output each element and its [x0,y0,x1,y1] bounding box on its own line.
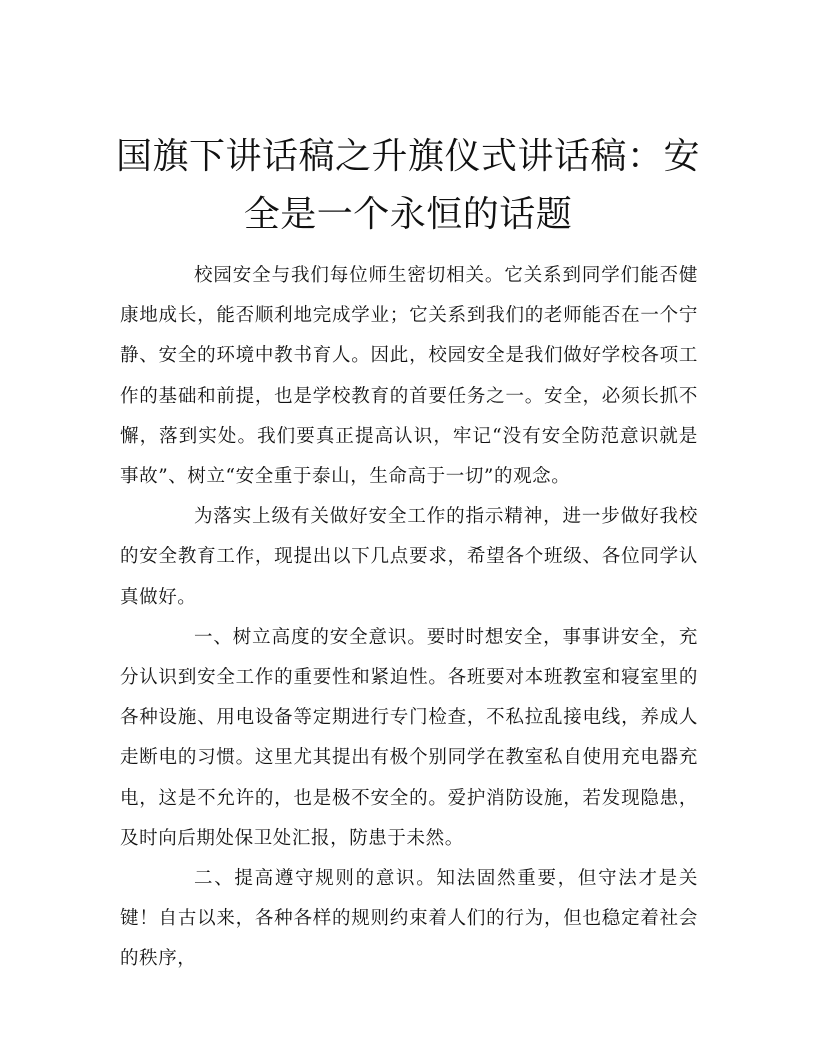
document-title: 国旗下讲话稿之升旗仪式讲话稿：安全是一个永恒的话题 [115,136,700,236]
document-body [120,256,698,1036]
paragraph-3: 一、树立高度的安全意识。要时时想安全，事事讲安全，充分认识到安全工作的重要性和紧迫性。各班要对本班教室和寝室里的各种设施、用电设备等定期进行专门检查，不私拉乱接电线，养成人走断电的习惯。这里尤其提出有极个别同学在教室私自使用充电器充电，这是不允许的，也是极不安全的。爱护消防设施，若发现隐患，及时向后期处保卫处汇报，防患于未然。 [120,626,698,849]
paragraph-1: 校园安全与我们每位师生密切相关。它关系到同学们能否健康地成长，能否顺利地完成学业；它关系到我们的老师能否在一个宁静、安全的环境中教书育人。因此，校园安全是我们做好学校各项工作的基础和前提，也是学校教育的首要任务之一。安全，必须长抓不懈，落到实处。我们要真正提高认识，牢记“没有安全防范意识就是事故”、树立“安全重于泰山，生命高于一切”的观念。 [120,265,698,488]
paragraph-4: 二、提高遵守规则的意识。知法固然重要，但守法才是关键！自古以来，各种各样的规则约束着人们的行为，但也稳定着社会的秩序， [120,868,698,970]
paragraph-2: 为落实上级有关做好安全工作的指示精神，进一步做好我校的安全教育工作，现提出以下几点要求，希望各个班级、各位同学认真做好。 [120,506,698,608]
